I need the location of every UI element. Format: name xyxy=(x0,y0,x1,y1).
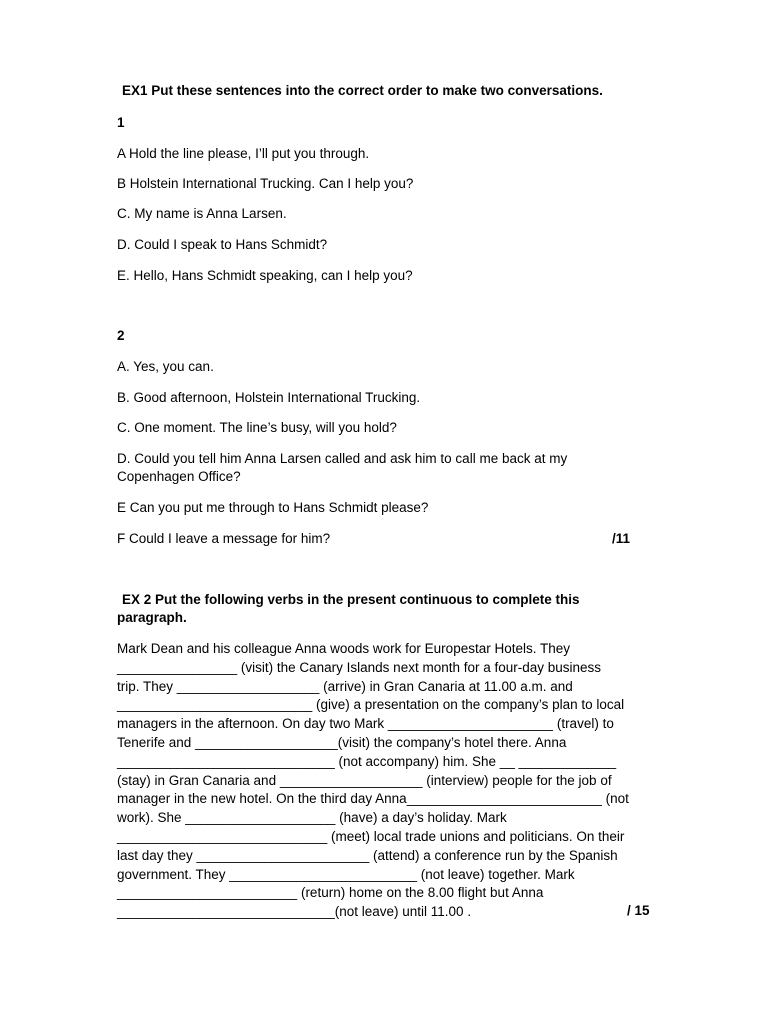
ex1-score: /11 xyxy=(612,531,631,546)
conv2-item-c: C. One moment. The line’s busy, will you hold? xyxy=(117,420,397,435)
conv1-item-d: D. Could I speak to Hans Schmidt? xyxy=(117,237,328,252)
ex2-score: / 15 xyxy=(627,903,650,918)
paragraph-line: __________________________ (give) a presentation on the company’s plan to local xyxy=(117,697,625,713)
conv1-item-a: A Hold the line please, I’ll put you through. xyxy=(117,146,370,161)
conv1-item-c: C. My name is Anna Larsen. xyxy=(117,206,287,221)
paragraph-line: _____________________________(not leave) until 11.00 . xyxy=(117,904,472,920)
paragraph-line: Tenerife and ___________________(visit) the company’s hotel there. Anna xyxy=(117,734,567,750)
conv1-item-b: B Holstein International Trucking. Can I help you? xyxy=(117,176,414,191)
paragraph-line: trip. They ___________________ (arrive) in Gran Canaria at 11.00 a.m. and xyxy=(117,678,573,694)
paragraph-line: ____________________________ (meet) local trade unions and politicians. On their xyxy=(117,828,625,844)
paragraph-line: ________________ (visit) the Canary Islands next month for a four-day business xyxy=(117,659,602,675)
paragraph-line: _____________________________ (not accompany) him. She __ _____________ xyxy=(117,753,617,769)
conv2-item-f: F Could I leave a message for him? xyxy=(117,531,331,546)
conversation-1-number: 1 xyxy=(117,115,125,130)
conv2-item-d-continued: Copenhagen Office? xyxy=(117,469,241,484)
paragraph-line: government. They _________________________ (not leave) together. Mark xyxy=(117,866,575,882)
conv2-item-e: E Can you put me through to Hans Schmidt please? xyxy=(117,500,429,515)
paragraph-line: (stay) in Gran Canaria and ___________________ (interview) people for the job of xyxy=(117,772,612,788)
ex2-paragraph xyxy=(117,640,647,922)
ex2-heading-line-1: EX 2 Put the following verbs in the present continuous to complete this xyxy=(122,592,580,607)
ex2-heading-line-2: paragraph. xyxy=(117,610,187,625)
paragraph-line: ________________________ (return) home on the 8.00 flight but Anna xyxy=(117,885,544,901)
paragraph-line: work). She ____________________ (have) a day’s holiday. Mark xyxy=(117,810,507,826)
conv2-item-b: B. Good afternoon, Holstein International Trucking. xyxy=(117,390,421,405)
conv1-item-e: E. Hello, Hans Schmidt speaking, can I help you? xyxy=(117,268,413,283)
conv2-item-a: A. Yes, you can. xyxy=(117,359,214,374)
conversation-2-number: 2 xyxy=(117,328,125,343)
paragraph-line: manager in the new hotel. On the third day Anna__________________________ (not xyxy=(117,791,629,807)
ex1-heading: EX1 Put these sentences into the correct order to make two conversations. xyxy=(122,83,603,98)
paragraph-line: last day they _______________________ (attend) a conference run by the Spanish xyxy=(117,847,618,863)
conv2-item-d: D. Could you tell him Anna Larsen called and ask him to call me back at my xyxy=(117,451,568,466)
paragraph-line: Mark Dean and his colleague Anna woods work for Europestar Hotels. They xyxy=(117,641,570,656)
paragraph-line: managers in the afternoon. On day two Mark ______________________ (travel) to xyxy=(117,716,614,732)
